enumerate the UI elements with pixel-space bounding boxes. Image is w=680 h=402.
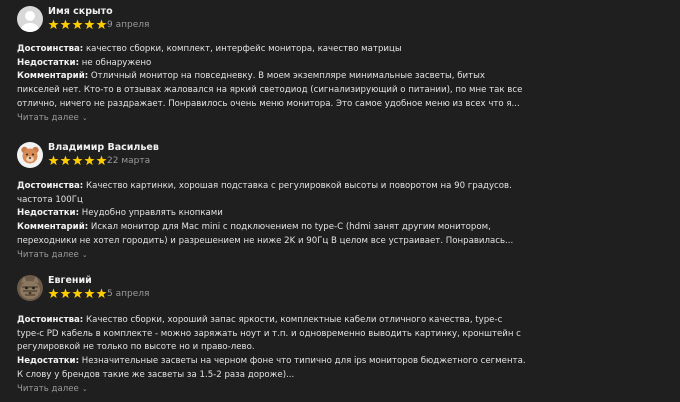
star-icon [60, 288, 71, 299]
user-silhouette-icon[interactable] [17, 6, 43, 32]
star-icon [84, 155, 95, 166]
line-text: Незначительные засветы на черном фоне что типично для ips мониторов бюджетного сегмента. [79, 356, 526, 367]
line-text: частота 100Гц [17, 194, 83, 205]
line-text: type-c PD кабель в комплекте - можно заряжать ноут и т.п. и одновременно выводить картинку, кронштейн с [17, 328, 521, 339]
star-icon [72, 288, 83, 299]
star-icon [84, 19, 95, 30]
line-label: Достоинства: [17, 315, 84, 325]
read-more-link[interactable] [17, 250, 88, 260]
star-icon [96, 288, 107, 299]
star-icon [48, 19, 59, 30]
review-date: 22 марта [107, 156, 151, 166]
chevron-down-icon: ⌄ [81, 114, 88, 122]
line-text: пикселей нет. Кто-то в отзывах жаловался на яркий светодиод (сигнализирующий о питании), по мне так все [17, 85, 523, 96]
line-text: отлично, ничего не раздражает. Понравилось очень меню монитора. Это самое удобное меню из всех что я... [17, 98, 520, 109]
review-card [17, 275, 526, 394]
line-text: не обнаружено [79, 57, 152, 68]
review-line [17, 355, 526, 369]
review-line [17, 194, 517, 208]
line-label: Достоинства: [17, 44, 84, 54]
reviewer-name[interactable]: Владимир Васильев [48, 142, 159, 153]
line-text: Неудобно управлять кнопками [79, 208, 223, 219]
review-card [17, 142, 517, 260]
line-label: Недостатки: [17, 57, 80, 68]
review-line [17, 314, 517, 328]
review-line [17, 207, 517, 221]
star-icon [48, 155, 59, 166]
line-text: К слову у брендов такие же засветы за 1.5-2 раза дороже)... [17, 369, 295, 380]
line-label: Недостатки: [17, 208, 80, 219]
star-icon [96, 19, 107, 30]
star-icon [60, 19, 71, 30]
read-more-link[interactable] [17, 113, 88, 123]
read-more-label: Читать далее [17, 384, 79, 394]
review-line [17, 328, 521, 342]
review-body [17, 43, 523, 112]
star-icon [72, 155, 83, 166]
line-label: Недостатки: [17, 356, 80, 367]
star-icon [84, 288, 95, 299]
line-text: Качество картинки, хорошая подставка с регулировкой высоты и поворотом на 90 градусов. [83, 181, 512, 191]
read-more-label: Читать далее [17, 250, 79, 260]
line-label: Достоинства: [17, 181, 84, 191]
review-line [17, 180, 517, 194]
line-text: качество сборки, комплект, интерфейс монитора, качество матрицы [83, 44, 402, 54]
rating-stars [48, 155, 107, 166]
review-header [17, 142, 517, 172]
review-line [17, 43, 517, 57]
rating-stars [48, 19, 107, 30]
review-body [17, 180, 517, 249]
review-line [17, 84, 523, 98]
review-line [17, 235, 517, 249]
review-date: 5 апреля [107, 289, 150, 299]
review-line [17, 221, 517, 235]
read-more-link[interactable] [17, 384, 88, 394]
line-text: Качество сборки, хороший запас яркости, комплектные кабели отличного качества, type-c [83, 315, 503, 325]
rating-stars [48, 288, 107, 299]
reviewer-name[interactable]: Имя скрыто [48, 6, 113, 17]
review-line [17, 341, 517, 355]
line-label: Комментарий: [17, 222, 89, 233]
review-header [17, 6, 517, 36]
review-date: 9 апреля [107, 20, 150, 30]
line-text: регулировкой не только по высоте но и право-лево. [17, 342, 255, 353]
review-card [17, 6, 523, 123]
star-icon [72, 19, 83, 30]
review-line [17, 98, 520, 112]
star-icon [96, 155, 107, 166]
line-text: Отличный монитор на повседневку. В моем экземпляре минимальные засветы, битых [88, 71, 485, 82]
reviewer-name[interactable]: Евгений [48, 275, 92, 286]
bear-face-icon[interactable] [17, 142, 43, 168]
review-header [17, 275, 517, 305]
line-label: Комментарий: [17, 71, 89, 82]
review-body [17, 314, 526, 383]
line-text: Искал монитор для Mac mini с подключением по type-C (hdmi занят другим монитором, [88, 222, 491, 233]
star-icon [60, 155, 71, 166]
chevron-down-icon: ⌄ [81, 251, 88, 259]
review-line [17, 369, 517, 383]
line-text: переходники не хотел городить) и разрешением не ниже 2K и 90Гц В целом все устраивает. Понравилась... [17, 235, 514, 246]
cat-photo-icon[interactable] [17, 275, 43, 301]
star-icon [48, 288, 59, 299]
review-line [17, 57, 517, 71]
chevron-down-icon: ⌄ [81, 385, 88, 393]
review-line [17, 70, 517, 84]
read-more-label: Читать далее [17, 113, 79, 123]
